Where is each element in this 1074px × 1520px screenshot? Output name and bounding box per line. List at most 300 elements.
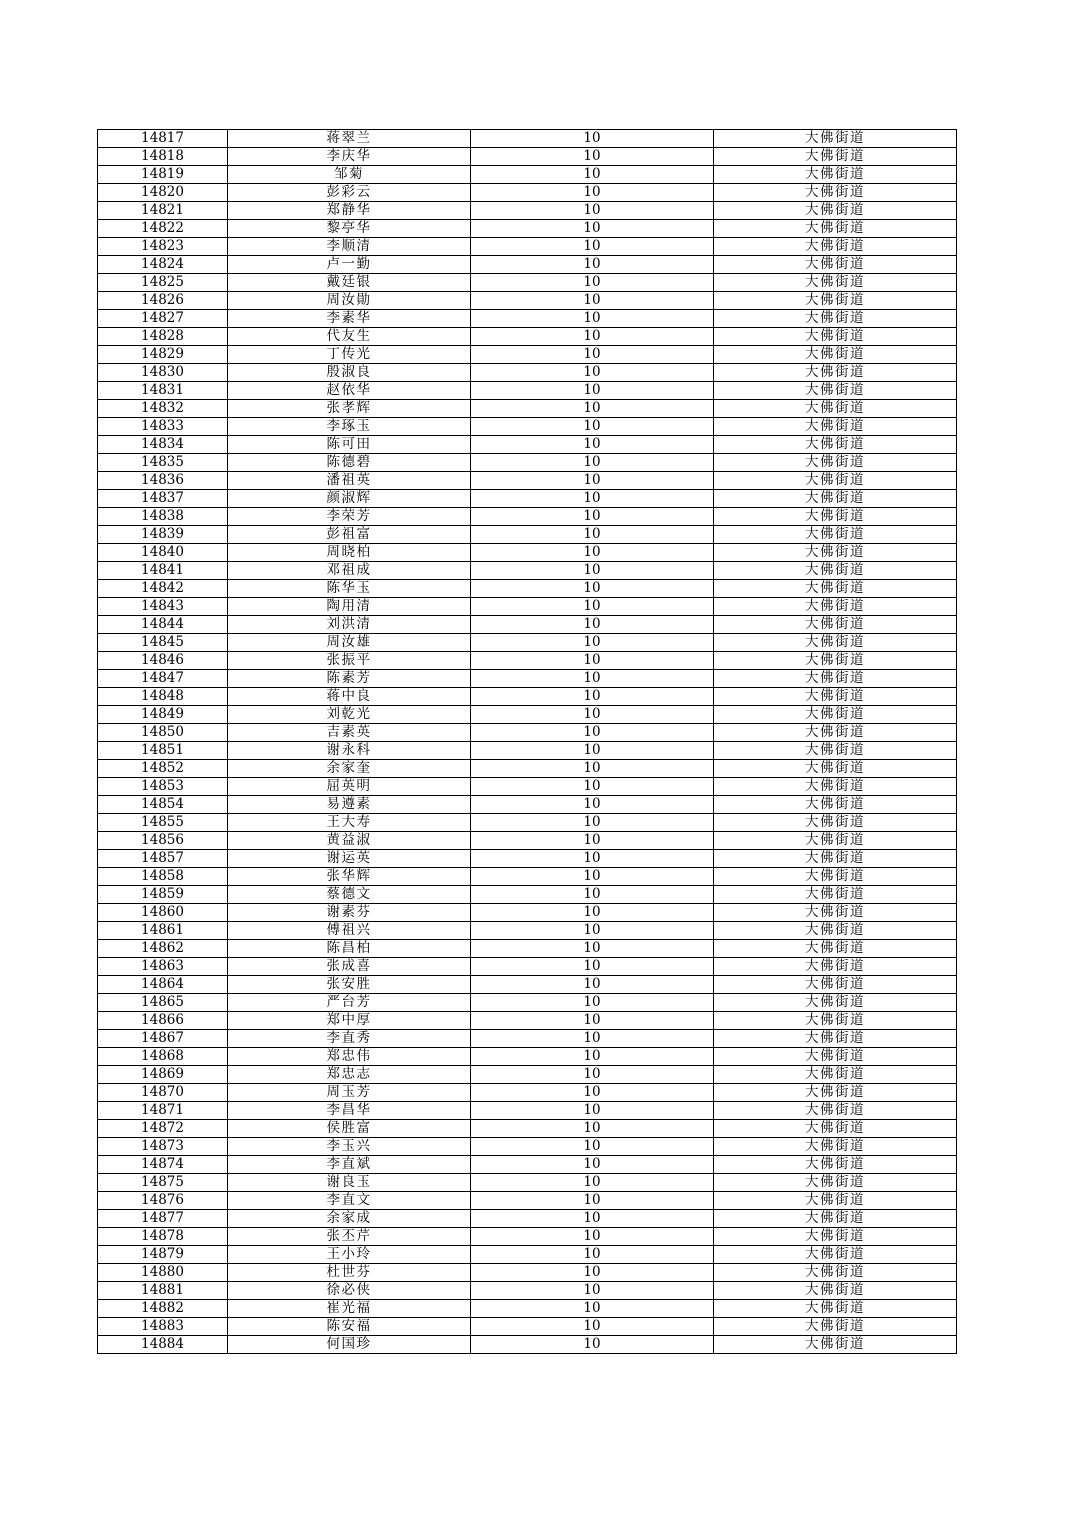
area-cell: 大佛街道 [714,436,957,454]
record-number-cell: 14882 [98,1300,228,1318]
table-row [98,184,957,202]
area-cell: 大佛街道 [714,508,957,526]
area-cell: 大佛街道 [714,832,957,850]
area-cell: 大佛街道 [714,1048,957,1066]
table-row [98,958,957,976]
table-row [98,382,957,400]
record-number-cell: 14821 [98,202,228,220]
amount-cell: 10 [471,670,714,688]
amount-cell: 10 [471,760,714,778]
area-cell: 大佛街道 [714,1156,957,1174]
name-cell: 陈德碧 [228,454,471,472]
area-cell: 大佛街道 [714,1336,957,1354]
table-row [98,1336,957,1354]
area-cell: 大佛街道 [714,1066,957,1084]
record-number-cell: 14872 [98,1120,228,1138]
record-number-cell: 14874 [98,1156,228,1174]
amount-cell: 10 [471,1300,714,1318]
name-cell: 傅祖兴 [228,922,471,940]
name-cell: 侯胜富 [228,1120,471,1138]
amount-cell: 10 [471,742,714,760]
area-cell: 大佛街道 [714,976,957,994]
name-cell: 刘乾光 [228,706,471,724]
record-number-cell: 14839 [98,526,228,544]
amount-cell: 10 [471,454,714,472]
record-number-cell: 14847 [98,670,228,688]
area-cell: 大佛街道 [714,778,957,796]
record-number-cell: 14861 [98,922,228,940]
record-number-cell: 14832 [98,400,228,418]
table-row [98,904,957,922]
name-cell: 崔光福 [228,1300,471,1318]
name-cell: 余家奎 [228,760,471,778]
table-row [98,166,957,184]
amount-cell: 10 [471,310,714,328]
area-cell: 大佛街道 [714,1192,957,1210]
name-cell: 李玉兴 [228,1138,471,1156]
table-row [98,1174,957,1192]
name-cell: 丁传光 [228,346,471,364]
amount-cell: 10 [471,1282,714,1300]
table-row [98,1066,957,1084]
table-row [98,1246,957,1264]
record-number-cell: 14844 [98,616,228,634]
record-number-cell: 14834 [98,436,228,454]
amount-cell: 10 [471,886,714,904]
name-cell: 王小玲 [228,1246,471,1264]
record-number-cell: 14856 [98,832,228,850]
area-cell: 大佛街道 [714,256,957,274]
area-cell: 大佛街道 [714,274,957,292]
area-cell: 大佛街道 [714,1030,957,1048]
area-cell: 大佛街道 [714,1210,957,1228]
amount-cell: 10 [471,1030,714,1048]
amount-cell: 10 [471,274,714,292]
table-row [98,598,957,616]
record-number-cell: 14850 [98,724,228,742]
amount-cell: 10 [471,562,714,580]
table-row [98,400,957,418]
record-number-cell: 14849 [98,706,228,724]
name-cell: 郑忠伟 [228,1048,471,1066]
name-cell: 陈昌柏 [228,940,471,958]
area-cell: 大佛街道 [714,1138,957,1156]
table-row [98,1264,957,1282]
amount-cell: 10 [471,1102,714,1120]
table-row [98,634,957,652]
name-cell: 彭祖富 [228,526,471,544]
name-cell: 卢一勤 [228,256,471,274]
name-cell: 殷淑良 [228,364,471,382]
name-cell: 黄益淑 [228,832,471,850]
table-row [98,526,957,544]
table-row [98,202,957,220]
name-cell: 徐必侠 [228,1282,471,1300]
record-number-cell: 14843 [98,598,228,616]
record-number-cell: 14840 [98,544,228,562]
area-cell: 大佛街道 [714,292,957,310]
record-number-cell: 14876 [98,1192,228,1210]
area-cell: 大佛街道 [714,1084,957,1102]
record-number-cell: 14875 [98,1174,228,1192]
name-cell: 邹菊 [228,166,471,184]
record-number-cell: 14868 [98,1048,228,1066]
name-cell: 张成喜 [228,958,471,976]
amount-cell: 10 [471,1156,714,1174]
table-row [98,868,957,886]
name-cell: 陈安福 [228,1318,471,1336]
area-cell: 大佛街道 [714,526,957,544]
name-cell: 张孝辉 [228,400,471,418]
area-cell: 大佛街道 [714,796,957,814]
name-cell: 李直秀 [228,1030,471,1048]
amount-cell: 10 [471,1012,714,1030]
name-cell: 戴廷银 [228,274,471,292]
amount-cell: 10 [471,1264,714,1282]
amount-cell: 10 [471,1066,714,1084]
table-row [98,1156,957,1174]
record-number-cell: 14833 [98,418,228,436]
table-row [98,706,957,724]
name-cell: 余家成 [228,1210,471,1228]
record-number-cell: 14851 [98,742,228,760]
table-row [98,508,957,526]
area-cell: 大佛街道 [714,472,957,490]
amount-cell: 10 [471,148,714,166]
name-cell: 何国珍 [228,1336,471,1354]
area-cell: 大佛街道 [714,1300,957,1318]
area-cell: 大佛街道 [714,1264,957,1282]
name-cell: 李荣芳 [228,508,471,526]
area-cell: 大佛街道 [714,598,957,616]
amount-cell: 10 [471,868,714,886]
record-number-cell: 14859 [98,886,228,904]
area-cell: 大佛街道 [714,742,957,760]
name-cell: 李素华 [228,310,471,328]
record-number-cell: 14879 [98,1246,228,1264]
area-cell: 大佛街道 [714,166,957,184]
record-number-cell: 14864 [98,976,228,994]
area-cell: 大佛街道 [714,652,957,670]
table-row [98,652,957,670]
area-cell: 大佛街道 [714,400,957,418]
amount-cell: 10 [471,1246,714,1264]
table-row [98,1138,957,1156]
amount-cell: 10 [471,238,714,256]
amount-cell: 10 [471,472,714,490]
area-cell: 大佛街道 [714,868,957,886]
record-number-cell: 14827 [98,310,228,328]
table-row [98,418,957,436]
area-cell: 大佛街道 [714,760,957,778]
name-cell: 刘洪清 [228,616,471,634]
record-number-cell: 14857 [98,850,228,868]
record-number-cell: 14819 [98,166,228,184]
table-row [98,256,957,274]
table-row [98,940,957,958]
name-cell: 蒋中良 [228,688,471,706]
record-number-cell: 14880 [98,1264,228,1282]
amount-cell: 10 [471,1192,714,1210]
area-cell: 大佛街道 [714,958,957,976]
record-number-cell: 14884 [98,1336,228,1354]
record-number-cell: 14870 [98,1084,228,1102]
table-row [98,688,957,706]
table-row [98,1228,957,1246]
record-number-cell: 14877 [98,1210,228,1228]
table-row [98,562,957,580]
amount-cell: 10 [471,436,714,454]
area-cell: 大佛街道 [714,688,957,706]
area-cell: 大佛街道 [714,724,957,742]
area-cell: 大佛街道 [714,346,957,364]
amount-cell: 10 [471,220,714,238]
record-number-cell: 14881 [98,1282,228,1300]
table-row [98,238,957,256]
name-cell: 易遵素 [228,796,471,814]
record-number-cell: 14863 [98,958,228,976]
name-cell: 谢运英 [228,850,471,868]
name-cell: 谢永科 [228,742,471,760]
table-row [98,670,957,688]
area-cell: 大佛街道 [714,418,957,436]
amount-cell: 10 [471,292,714,310]
name-cell: 李直斌 [228,1156,471,1174]
table-row [98,580,957,598]
name-cell: 杜世芬 [228,1264,471,1282]
name-cell: 李直文 [228,1192,471,1210]
area-cell: 大佛街道 [714,580,957,598]
name-cell: 蔡德文 [228,886,471,904]
record-number-cell: 14835 [98,454,228,472]
record-number-cell: 14883 [98,1318,228,1336]
amount-cell: 10 [471,526,714,544]
record-number-cell: 14826 [98,292,228,310]
name-cell: 陶用清 [228,598,471,616]
record-number-cell: 14842 [98,580,228,598]
table-row [98,796,957,814]
name-cell: 颜淑辉 [228,490,471,508]
table-row [98,850,957,868]
record-number-cell: 14824 [98,256,228,274]
record-number-cell: 14828 [98,328,228,346]
table-row [98,760,957,778]
amount-cell: 10 [471,1318,714,1336]
record-number-cell: 14866 [98,1012,228,1030]
amount-cell: 10 [471,544,714,562]
table-row [98,310,957,328]
record-number-cell: 14852 [98,760,228,778]
table-row [98,1048,957,1066]
amount-cell: 10 [471,256,714,274]
name-cell: 周玉芳 [228,1084,471,1102]
amount-cell: 10 [471,1174,714,1192]
record-number-cell: 14829 [98,346,228,364]
record-number-cell: 14871 [98,1102,228,1120]
amount-cell: 10 [471,724,714,742]
table-row [98,472,957,490]
record-number-cell: 14846 [98,652,228,670]
table-row [98,490,957,508]
amount-cell: 10 [471,778,714,796]
name-cell: 彭彩云 [228,184,471,202]
name-cell: 张安胜 [228,976,471,994]
name-cell: 谢良玉 [228,1174,471,1192]
record-number-cell: 14825 [98,274,228,292]
amount-cell: 10 [471,634,714,652]
amount-cell: 10 [471,652,714,670]
amount-cell: 10 [471,364,714,382]
amount-cell: 10 [471,1336,714,1354]
record-number-cell: 14862 [98,940,228,958]
amount-cell: 10 [471,1120,714,1138]
name-cell: 蒋翠兰 [228,130,471,148]
area-cell: 大佛街道 [714,562,957,580]
amount-cell: 10 [471,814,714,832]
record-number-cell: 14867 [98,1030,228,1048]
table-row [98,1030,957,1048]
name-cell: 张振平 [228,652,471,670]
area-cell: 大佛街道 [714,1120,957,1138]
table-row [98,1012,957,1030]
record-number-cell: 14822 [98,220,228,238]
name-cell: 陈素芳 [228,670,471,688]
table-row [98,724,957,742]
table-row [98,1084,957,1102]
table-row [98,454,957,472]
amount-cell: 10 [471,940,714,958]
name-cell: 周汝雄 [228,634,471,652]
name-cell: 郑静华 [228,202,471,220]
table-row [98,292,957,310]
name-cell: 周晓柏 [228,544,471,562]
amount-cell: 10 [471,400,714,418]
name-cell: 邓祖成 [228,562,471,580]
name-cell: 陈可田 [228,436,471,454]
area-cell: 大佛街道 [714,1246,957,1264]
area-cell: 大佛街道 [714,886,957,904]
record-number-cell: 14831 [98,382,228,400]
amount-cell: 10 [471,580,714,598]
area-cell: 大佛街道 [714,364,957,382]
record-number-cell: 14817 [98,130,228,148]
name-cell: 张丕芹 [228,1228,471,1246]
amount-cell: 10 [471,202,714,220]
record-number-cell: 14841 [98,562,228,580]
amount-cell: 10 [471,490,714,508]
area-cell: 大佛街道 [714,616,957,634]
amount-cell: 10 [471,904,714,922]
record-number-cell: 14845 [98,634,228,652]
area-cell: 大佛街道 [714,850,957,868]
area-cell: 大佛街道 [714,544,957,562]
record-number-cell: 14848 [98,688,228,706]
amount-cell: 10 [471,850,714,868]
amount-cell: 10 [471,976,714,994]
name-cell: 代友生 [228,328,471,346]
name-cell: 赵依华 [228,382,471,400]
table-row [98,778,957,796]
record-number-cell: 14878 [98,1228,228,1246]
record-number-cell: 14858 [98,868,228,886]
table-row [98,616,957,634]
area-cell: 大佛街道 [714,220,957,238]
amount-cell: 10 [471,418,714,436]
area-cell: 大佛街道 [714,1012,957,1030]
name-cell: 郑中厚 [228,1012,471,1030]
area-cell: 大佛街道 [714,382,957,400]
amount-cell: 10 [471,1084,714,1102]
area-cell: 大佛街道 [714,328,957,346]
record-number-cell: 14853 [98,778,228,796]
amount-cell: 10 [471,688,714,706]
amount-cell: 10 [471,1228,714,1246]
table-row [98,1318,957,1336]
amount-cell: 10 [471,922,714,940]
area-cell: 大佛街道 [714,670,957,688]
name-cell: 屈英明 [228,778,471,796]
table-row [98,436,957,454]
name-cell: 郑忠志 [228,1066,471,1084]
amount-cell: 10 [471,598,714,616]
amount-cell: 10 [471,832,714,850]
table-row [98,922,957,940]
area-cell: 大佛街道 [714,922,957,940]
name-cell: 李顺清 [228,238,471,256]
roster-body [98,130,957,1354]
amount-cell: 10 [471,1048,714,1066]
name-cell: 潘祖英 [228,472,471,490]
name-cell: 周汝勛 [228,292,471,310]
table-row [98,832,957,850]
area-cell: 大佛街道 [714,238,957,256]
name-cell: 王大寿 [228,814,471,832]
record-number-cell: 14837 [98,490,228,508]
name-cell: 陈华玉 [228,580,471,598]
area-cell: 大佛街道 [714,184,957,202]
record-number-cell: 14865 [98,994,228,1012]
amount-cell: 10 [471,508,714,526]
amount-cell: 10 [471,958,714,976]
amount-cell: 10 [471,616,714,634]
record-number-cell: 14836 [98,472,228,490]
area-cell: 大佛街道 [714,940,957,958]
table-row [98,886,957,904]
amount-cell: 10 [471,1210,714,1228]
area-cell: 大佛街道 [714,1318,957,1336]
area-cell: 大佛街道 [714,1228,957,1246]
area-cell: 大佛街道 [714,454,957,472]
amount-cell: 10 [471,346,714,364]
table-row [98,1282,957,1300]
record-number-cell: 14823 [98,238,228,256]
area-cell: 大佛街道 [714,814,957,832]
area-cell: 大佛街道 [714,130,957,148]
table-row [98,274,957,292]
table-row [98,994,957,1012]
name-cell: 吉素英 [228,724,471,742]
record-number-cell: 14860 [98,904,228,922]
table-row [98,346,957,364]
roster-table [97,129,957,1354]
amount-cell: 10 [471,382,714,400]
amount-cell: 10 [471,184,714,202]
name-cell: 谢素芬 [228,904,471,922]
amount-cell: 10 [471,1138,714,1156]
record-number-cell: 14855 [98,814,228,832]
name-cell: 严台芳 [228,994,471,1012]
area-cell: 大佛街道 [714,202,957,220]
